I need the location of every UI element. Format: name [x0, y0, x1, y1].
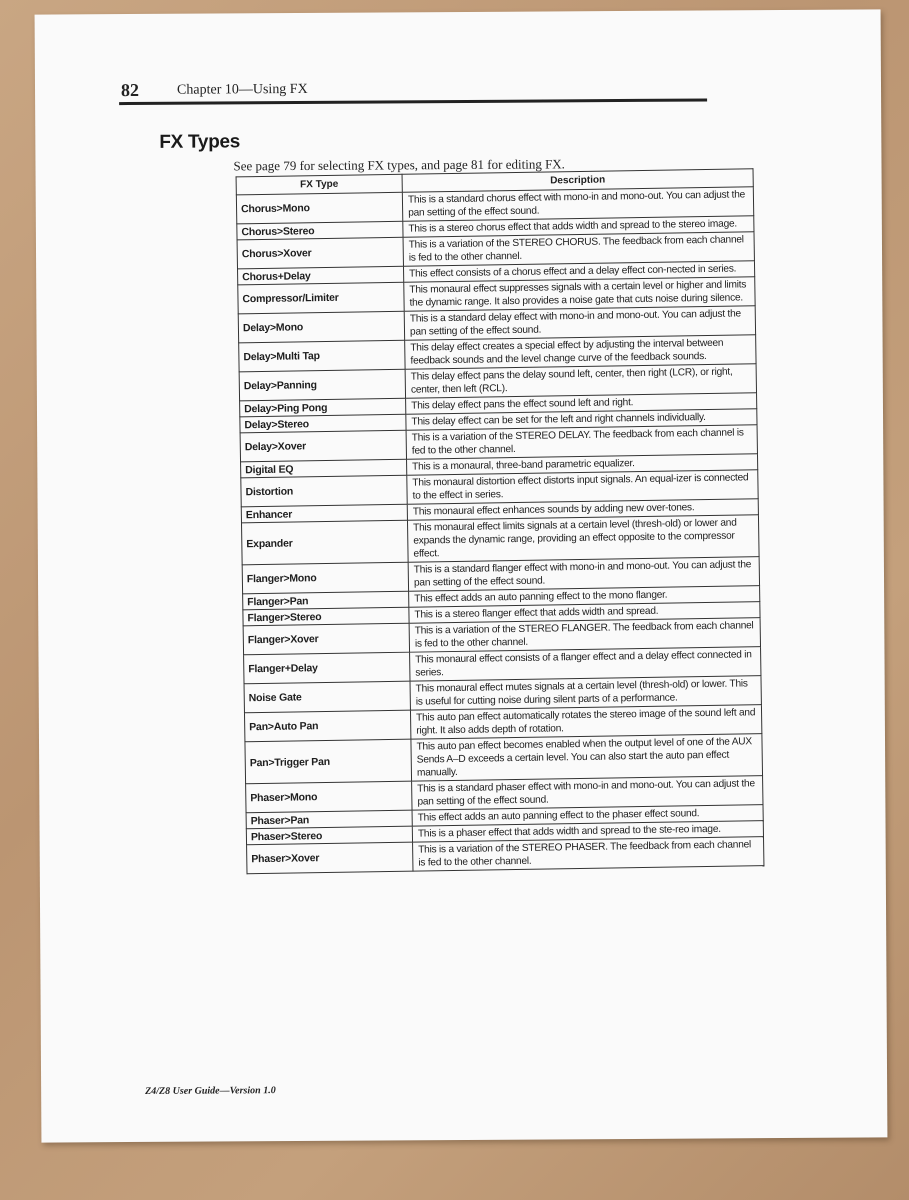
- fx-description-cell: This monaural effect mutes signals at a certain level (thresh-old) or lower. This is useful for cutting noise during silent parts of a performance.: [410, 676, 761, 711]
- chapter-heading: Chapter 10—Using FX: [176, 81, 308, 98]
- fx-type-cell: Delay>Ping Pong: [240, 398, 406, 417]
- page-footer: Z4/Z8 User Guide—Version 1.0: [145, 1085, 276, 1097]
- fx-type-cell: Expander: [241, 520, 408, 565]
- fx-description-cell: This is a variation of the STEREO PHASER. The feedback from each channel is fed to the other channel.: [413, 837, 764, 872]
- fx-description-cell: This monaural effect suppresses signals with a certain level or higher and limits the dynamic range. It also provides a noise gate that cuts noise during silence.: [404, 277, 755, 312]
- fx-description-cell: This monaural distortion effect distorts input signals. An equal-izer is connected to the effect in series.: [407, 470, 758, 505]
- fx-type-cell: Chorus>Stereo: [237, 221, 403, 240]
- fx-description-cell: This is a stereo chorus effect that adds width and spread to the stereo image.: [403, 216, 754, 238]
- column-header-description: Description: [402, 169, 753, 193]
- fx-type-cell: Flanger>Stereo: [243, 607, 409, 626]
- fx-description-cell: This is a phaser effect that adds width and spread to the ste-reo image.: [412, 821, 763, 843]
- fx-description-cell: This is a standard chorus effect with mono-in and mono-out. You can adjust the pan setting of the effect sound.: [402, 187, 753, 222]
- table-body: [236, 187, 764, 874]
- fx-type-cell: Noise Gate: [244, 681, 410, 713]
- fx-type-cell: Digital EQ: [241, 459, 407, 478]
- fx-type-cell: Phaser>Mono: [246, 781, 412, 813]
- fx-description-cell: This effect consists of a chorus effect and a delay effect con-nected in series.: [403, 261, 754, 283]
- page-number: 82: [120, 79, 140, 101]
- fx-description-cell: This is a standard delay effect with mono-in and mono-out. You can adjust the pan setting of the effect sound.: [404, 306, 755, 341]
- fx-type-cell: Chorus+Delay: [238, 266, 404, 285]
- fx-type-cell: Pan>Trigger Pan: [245, 739, 412, 784]
- fx-type-cell: Delay>Panning: [239, 369, 405, 401]
- fx-type-cell: Chorus>Mono: [236, 192, 402, 224]
- fx-description-cell: This is a variation of the STEREO DELAY. The feedback from each channel is fed to the other channel.: [406, 425, 757, 460]
- fx-type-cell: Pan>Auto Pan: [244, 710, 410, 742]
- fx-type-cell: Delay>Stereo: [240, 414, 406, 433]
- fx-description-cell: This is a standard phaser effect with mono-in and mono-out. You can adjust the pan setting of the effect sound.: [412, 776, 763, 811]
- fx-type-cell: Delay>Xover: [240, 430, 406, 462]
- document-page: [35, 9, 888, 1142]
- fx-description-cell: This is a standard flanger effect with mono-in and mono-out. You can adjust the pan setting of the effect sound.: [408, 557, 759, 592]
- fx-description-cell: This delay effect pans the effect sound left and right.: [406, 393, 757, 415]
- fx-description-cell: This delay effect pans the delay sound left, center, then right (LCR), or right, center, then left (RCL).: [405, 364, 756, 399]
- fx-type-cell: Flanger>Xover: [243, 623, 409, 655]
- fx-type-cell: Phaser>Stereo: [246, 826, 412, 845]
- fx-description-cell: This delay effect can be set for the left and right channels individually.: [406, 409, 757, 431]
- fx-description-cell: This monaural effect enhances sounds by adding new over-tones.: [407, 499, 758, 521]
- fx-types-table-wrapper: [236, 168, 765, 874]
- column-header-fx-type: FX Type: [236, 174, 402, 195]
- header-rule: [119, 98, 707, 105]
- fx-type-cell: Enhancer: [241, 504, 407, 523]
- fx-type-cell: Delay>Mono: [238, 311, 404, 343]
- fx-type-cell: Phaser>Pan: [246, 810, 412, 829]
- fx-description-cell: This is a variation of the STEREO CHORUS. The feedback from each channel is fed to the other channel.: [403, 232, 754, 267]
- fx-types-table: [236, 168, 765, 874]
- fx-type-cell: Phaser>Xover: [247, 842, 413, 874]
- fx-description-cell: This auto pan effect becomes enabled when the output level of one of the AUX Sends A–D exceeds a certain level. You can also start the auto pan effect manually.: [411, 734, 763, 782]
- fx-description-cell: This effect adds an auto panning effect to the phaser effect sound.: [412, 805, 763, 827]
- fx-type-cell: Flanger+Delay: [244, 652, 410, 684]
- fx-type-cell: Flanger>Pan: [243, 591, 409, 610]
- section-title: FX Types: [159, 131, 241, 153]
- fx-type-cell: Chorus>Xover: [237, 237, 403, 269]
- fx-description-cell: This effect adds an auto panning effect to the mono flanger.: [409, 586, 760, 608]
- intro-text: See page 79 for selecting FX types, and page 81 for editing FX.: [233, 156, 565, 174]
- fx-description-cell: This delay effect creates a special effect by adjusting the interval between feedback sounds and the level change curve of the feedback sounds.: [405, 335, 756, 370]
- fx-description-cell: This is a variation of the STEREO FLANGER. The feedback from each channel is fed to the other channel.: [409, 618, 760, 653]
- fx-description-cell: This is a stereo flanger effect that adds width and spread.: [409, 602, 760, 624]
- fx-description-cell: This auto pan effect automatically rotates the stereo image of the sound left and right. It also adds depth of rotation.: [410, 705, 761, 740]
- fx-type-cell: Compressor/Limiter: [238, 282, 404, 314]
- fx-description-cell: This is a monaural, three-band parametric equalizer.: [407, 454, 758, 476]
- fx-type-cell: Flanger>Mono: [242, 562, 408, 594]
- fx-description-cell: This monaural effect limits signals at a certain level (thresh-old) or lower and expands the dynamic range, providing an effect opposite to the compressor effect.: [407, 515, 759, 563]
- fx-type-cell: Delay>Multi Tap: [239, 340, 405, 372]
- fx-type-cell: Distortion: [241, 475, 407, 507]
- fx-description-cell: This monaural effect consists of a flanger effect and a delay effect connected in series.: [410, 647, 761, 682]
